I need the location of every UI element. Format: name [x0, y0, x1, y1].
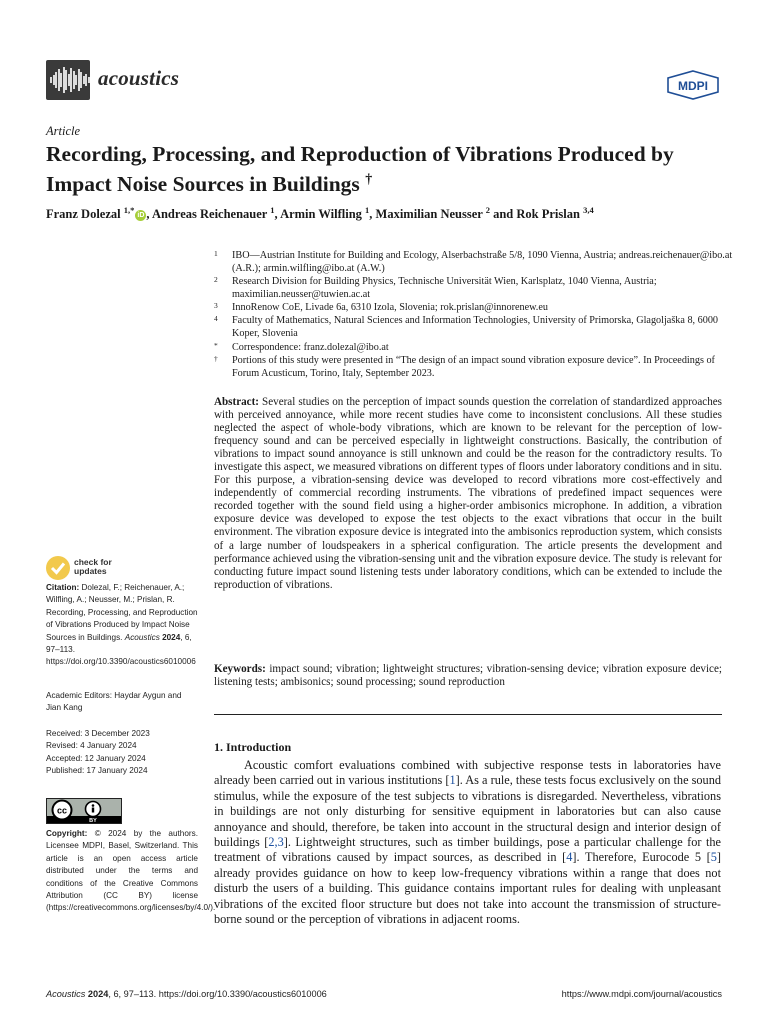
citation-link[interactable]: 4: [566, 850, 573, 865]
cc-by-license-badge[interactable]: [46, 798, 122, 824]
svg-text:cc: cc: [56, 805, 68, 816]
orcid-icon[interactable]: iD: [137, 212, 145, 220]
affiliation-item: [214, 342, 734, 355]
affiliations: [214, 250, 734, 381]
footer-journal-url[interactable]: https://www.mdpi.com/journal/acoustics: [561, 989, 722, 999]
affiliation-item: [214, 250, 734, 276]
author-sup: 2: [485, 205, 490, 215]
affiliation-text: Faculty of Mathematics, Natural Sciences and Information Technologies, University of Primorska, Glagoljaška 8, 6000 Koper, Slovenia: [232, 315, 719, 340]
check-for-updates-badge[interactable]: [46, 556, 126, 582]
date-published: Published: 17 January 2024: [46, 766, 148, 776]
body-text: Acoustic comfort evaluations combined with subjective response tests in laboratories have already been carried out in various institutions [: [214, 758, 721, 788]
footer-citation: [46, 989, 327, 999]
abstract: [214, 396, 722, 592]
author-sup: 1: [365, 205, 370, 215]
journal-name: acoustics: [98, 66, 180, 90]
authors-connector: and: [493, 207, 514, 222]
author-name: Andreas Reichenauer: [151, 207, 268, 222]
article-type: Article: [46, 124, 81, 138]
date-revised: Revised: 4 January 2024: [46, 741, 137, 751]
citation-block: [46, 582, 198, 669]
affiliation-mark: 4: [214, 314, 218, 324]
check-updates-line1: check for: [74, 557, 112, 567]
body-text: ]. Therefore, Eurocode 5 [: [572, 850, 711, 865]
copyright-label: Copyright:: [46, 829, 88, 838]
affiliation-text: IBO—Austrian Institute for Building and Ecology, Alserbachstraße 5/8, 1090 Vienna, Austria; andreas.reichenauer@ibo.at (A.R.); armin.wilfling@ibo.at (A.W.): [232, 250, 733, 274]
footer-rest[interactable]: , 6, 97–113. https://doi.org/10.3390/acoustics6010006: [108, 989, 327, 999]
abstract-label: Abstract:: [214, 396, 259, 408]
date-received: Received: 3 December 2023: [46, 729, 150, 738]
author-name: Franz Dolezal: [46, 207, 121, 222]
author-name: Maximilian Neusser: [375, 207, 483, 222]
paper-title: [46, 141, 736, 197]
logo-waveform-bar: [88, 77, 90, 83]
footer-year: 2024: [87, 989, 109, 999]
copyright-notice: [46, 828, 216, 915]
title-text: Recording, Processing, and Reproduction of Vibrations Produced by Impact Noise Sources in Buildings: [46, 142, 674, 197]
affiliation-item: [214, 355, 734, 381]
citation-journal: Acoustics: [124, 632, 160, 642]
author-name: Armin Wilfling: [280, 207, 362, 222]
footer-journal: Acoustics: [46, 989, 86, 999]
citation-label: Citation:: [46, 583, 80, 592]
check-updates-label: [74, 558, 112, 576]
affiliation-text: Research Division for Building Physics, Technische Universität Wien, Karlsplatz, 1040 Vienna, Austria; maximilian.neusser@tuwien.ac.at: [232, 276, 657, 300]
affiliation-item: [214, 302, 734, 315]
citation-link[interactable]: 5: [710, 850, 717, 865]
affiliation-mark: *: [214, 340, 218, 350]
keywords-label: Keywords:: [214, 663, 266, 675]
affiliation-mark: 3: [214, 301, 218, 311]
abstract-text: Several studies on the perception of impact sounds question the correlation of standardized approaches with perceived annoyance, while more recent studies have come to inconsistent conclusions. All these studies neglected the aspect of whole-body vibrations, which are known to be relevant for the perception of low-frequency sound and can be perceived especially in lightweight constructions. Basically, the contribution of vibrations to impact sound annoyance is still unknown and could be the reason for the contradictory results. To investigate this aspect, we measured vibrations on different types of floors under laboratory conditions and in situ. For this purpose, a vibration-sensing device was developed to record vibrations more cost-effectively and independently of commercial recording instruments. The vibrations of predefined impact sequences were recorded together with the sound field using a higher-order ambisonics microphone. In addition, a vibration exposure device was developed to expose the test objects to the exact vibrations that occur in the built environment. The vibration exposure device is integrated into the ambisonics reproduction system, which consists of a large number of loudspeakers in a spherical configuration. The article presents the development and performance achieved using the vibration-sensing unit and the vibration exposure device. The study is relevant for conducting future impact sound listening tests under laboratory conditions, which can be extended to include the reproduction of vibrations.: [214, 396, 722, 591]
publication-dates: [46, 728, 198, 778]
affiliation-mark: †: [214, 353, 218, 363]
section-divider: [214, 714, 722, 715]
affiliation-text: Portions of this study were presented in “The design of an impact sound vibration exposure device”. In Proceedings of Forum Acusticum, Torino, Italy, September 2023.: [232, 354, 715, 379]
date-accepted: Accepted: 12 January 2024: [46, 753, 146, 763]
keywords-text: impact sound; vibration; lightweight structures; vibration-sensing device; vibration exposure device; listening tests; ambisonics; sound processing; sound reproduction: [214, 663, 722, 689]
academic-editors: Academic Editors: Haydar Aygun and Jian Kang: [46, 691, 182, 713]
citation-text: Dolezal, F.; Reichenauer, A.; Wilfling, A.; Neusser, M.; Prislan, R. Recording, Processing, and Reproduction of Vibrations Produced by Impact Noise Sources in Buildings.: [46, 583, 198, 642]
affiliation-mark: 1: [214, 249, 218, 258]
affiliation-text: InnoRenow CoE, Livade 6a, 6310 Izola, Slovenia; rok.prislan@innorenew.eu: [232, 302, 548, 314]
affiliation-item: [214, 276, 734, 302]
author-sup: 1,*: [123, 205, 135, 215]
mdpi-logo-text: MDPI: [678, 79, 708, 93]
citation-rest: , 6, 97–113. https://doi.org/10.3390/acoustics6010006: [46, 632, 196, 667]
cc-badge-text: BY: [89, 818, 97, 823]
body-text: ] already provides guidance on how to keep low-frequency vibrations within a range that does not disturb the users of a building. This guidance contains important rules for dealing with unpleasant vibrations of the excited floor structure but does not take into account the transmission of structure-borne sound or the perception of vibrations in adjacent rooms.: [214, 850, 721, 927]
author-sup: 3,4: [583, 205, 594, 215]
keywords: [214, 663, 722, 689]
check-updates-line2: updates: [74, 566, 107, 576]
body-text: ]. Lightweight structures, such as timber buildings, pose a particular challenge for the treatment of vibrations caused by impact sources, as described in [: [214, 835, 721, 865]
citation-year: 2024: [162, 632, 181, 642]
affiliation-item: [214, 315, 734, 341]
affiliation-text: Correspondence: franz.dolezal@ibo.at: [232, 341, 389, 353]
affiliation-mark: 2: [214, 275, 218, 285]
title-footnote-mark: †: [365, 172, 373, 187]
body-text: ]. As a rule, these tests focus exclusively on the sound stimulus, while the exposure of the test subjects to vibrations is disregarded. Nevertheless, vibrations in buildings are not only disturbing for sensitive equipment in laboratories but can also cause annoyance and should, therefore, be taken into account in the structural design and interior design of buildings [: [214, 773, 722, 850]
author-name: Rok Prislan: [516, 207, 580, 222]
check-updates-icon: [46, 556, 70, 580]
author-sup: 1: [270, 205, 275, 215]
copyright-text: © 2024 by the authors. Licensee MDPI, Basel, Switzerland. This article is an open access article distributed under the terms and conditions of the Creative Commons Attribution (CC BY) license (https://creativecommons.org/licenses/by/4.0/).: [46, 829, 216, 913]
author-list: Franz Dolezal $^{1,*}$iD , Andreas Reichenauer $^1$, Armin Wilfling $^1$, Maximilian Neusser $^2$ and Rok Prislan $^{3,4}$: [46, 205, 594, 222]
journal-logo: [46, 60, 90, 100]
citation-link[interactable]: 1: [449, 773, 456, 788]
citation-link[interactable]: 2,3: [268, 835, 284, 850]
mdpi-logo: [666, 70, 720, 100]
section-heading-introduction: 1. Introduction: [214, 740, 292, 754]
introduction-paragraph: [214, 758, 721, 927]
